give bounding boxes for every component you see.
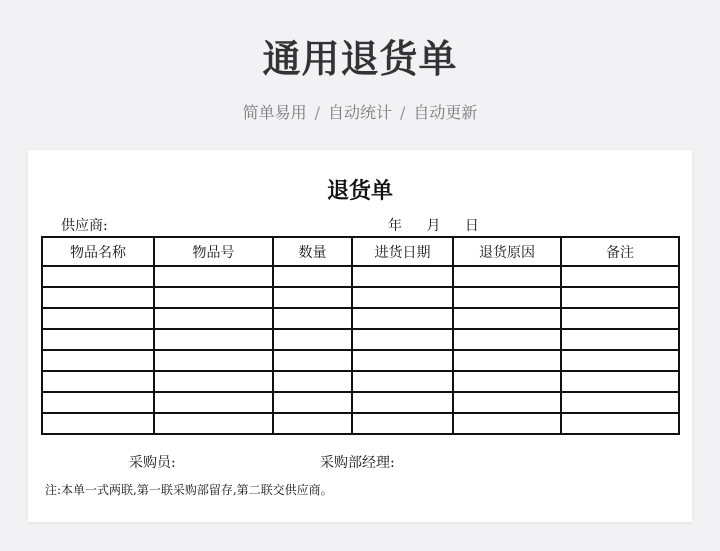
table-cell[interactable] [561,287,679,308]
return-form-card [28,150,692,522]
col-purchase-date: 进货日期 [352,237,453,266]
table-cell[interactable] [352,392,453,413]
table-cell[interactable] [273,371,352,392]
table-cell[interactable] [561,392,679,413]
separator: / [400,103,406,122]
table-cell[interactable] [561,266,679,287]
table-row [42,350,679,371]
table-cell[interactable] [561,371,679,392]
table-cell[interactable] [453,308,561,329]
purchaser-label: 采购员: [129,455,176,471]
table-cell[interactable] [352,413,453,434]
form-note: 注:本单一式两联,第一联采购部留存,第二联交供应商。 [45,483,333,497]
table-cell[interactable] [453,413,561,434]
table-cell[interactable] [273,266,352,287]
page-title: 通用退货单 [262,37,458,81]
table-row [42,392,679,413]
table-cell[interactable] [42,350,154,371]
separator: / [314,103,320,122]
table-cell[interactable] [42,329,154,350]
table-cell[interactable] [453,329,561,350]
table-cell[interactable] [273,308,352,329]
feature-subtitle [0,100,720,123]
return-items-table [41,236,680,435]
feature-auto-stat: 自动统计 [327,103,392,122]
table-cell[interactable] [154,329,273,350]
table-cell[interactable] [154,287,273,308]
table-cell[interactable] [352,329,453,350]
table-cell[interactable] [273,287,352,308]
table-cell[interactable] [42,287,154,308]
date-field [388,215,479,235]
table-cell[interactable] [42,413,154,434]
table-cell[interactable] [154,308,273,329]
col-quantity: 数量 [273,237,352,266]
supplier-label: 供应商: [61,218,108,234]
table-row [42,371,679,392]
table-cell[interactable] [453,266,561,287]
table-cell[interactable] [273,329,352,350]
date-month-label: 月 [426,218,441,234]
col-item-number: 物品号 [154,237,273,266]
table-cell[interactable] [561,308,679,329]
table-row [42,308,679,329]
col-remarks: 备注 [561,237,679,266]
form-title: 退货单 [326,178,393,204]
table-row [42,329,679,350]
table-cell[interactable] [561,329,679,350]
table-cell[interactable] [42,392,154,413]
feature-easy: 简单易用 [242,103,307,122]
table-cell[interactable] [561,413,679,434]
feature-auto-update: 自动更新 [413,103,478,122]
col-item-name: 物品名称 [42,237,154,266]
table-row [42,413,679,434]
table-cell[interactable] [273,392,352,413]
table-cell[interactable] [154,350,273,371]
table-cell[interactable] [453,371,561,392]
table-cell[interactable] [352,371,453,392]
table-cell[interactable] [154,266,273,287]
table-cell[interactable] [453,350,561,371]
table-cell[interactable] [352,350,453,371]
table-cell[interactable] [42,266,154,287]
col-return-reason: 退货原因 [453,237,561,266]
table-cell[interactable] [273,413,352,434]
table-cell[interactable] [352,287,453,308]
table-row [42,266,679,287]
date-year-label: 年 [388,218,402,234]
table-cell[interactable] [453,392,561,413]
table-cell[interactable] [453,287,561,308]
table-header-row [42,237,679,266]
table-row [42,287,679,308]
table-cell[interactable] [42,308,154,329]
table-cell[interactable] [42,371,154,392]
table-cell[interactable] [154,413,273,434]
table-body [42,266,679,434]
table-cell[interactable] [561,350,679,371]
table-cell[interactable] [154,392,273,413]
table-cell[interactable] [352,308,453,329]
manager-label: 采购部经理: [320,455,395,471]
table-cell[interactable] [154,371,273,392]
table-cell[interactable] [273,350,352,371]
table-cell[interactable] [352,266,453,287]
date-day-label: 日 [464,218,479,234]
